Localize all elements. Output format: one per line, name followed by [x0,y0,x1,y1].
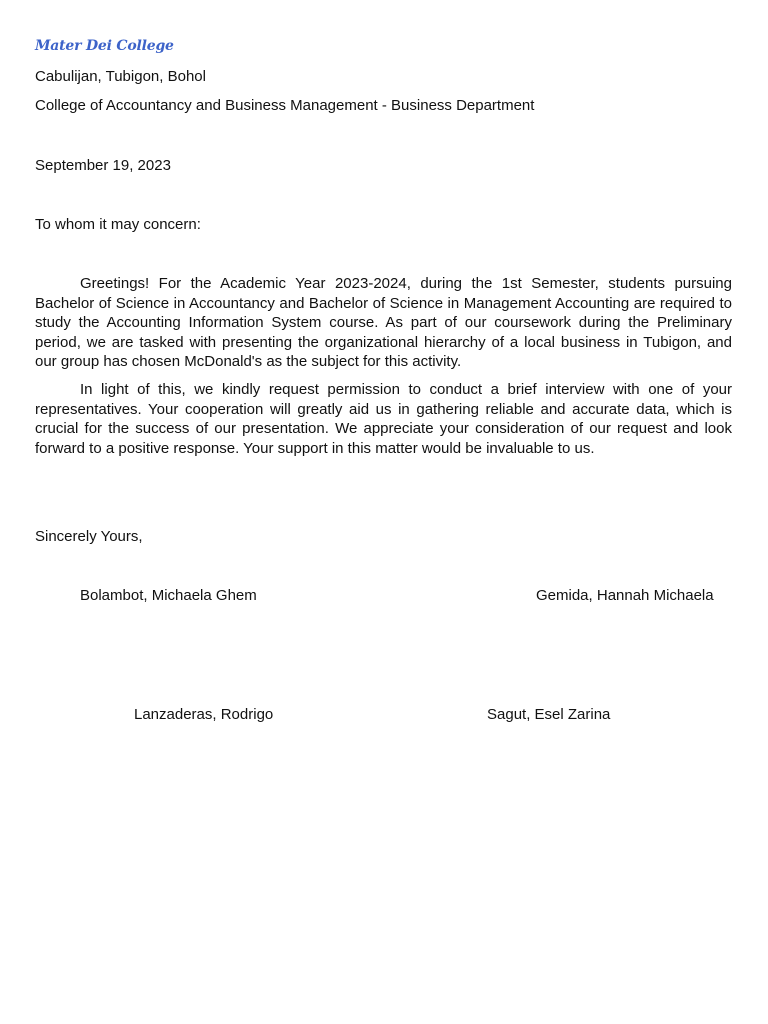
signatory-name: Bolambot, Michaela Ghem [80,587,257,604]
letter-date: September 19, 2023 [35,157,171,174]
body-paragraph-1: Greetings! For the Academic Year 2023-2024, during the 1st Semester, students pursuing Bachelor of Science in Accountancy and Bachelor of Science in Management Accounting are required to study the Accounting Information System course. As part of our coursework during the Preliminary period, we are tasked with presenting the organizational hierarchy of a local business in Tubigon, and our group has chosen McDonald's as the subject for this activity. [35,275,732,370]
college-name: Mater Dei College [35,38,174,54]
signatory-name: Sagut, Esel Zarina [487,706,611,723]
signatory-name: Gemida, Hannah Michaela [536,587,714,604]
college-address: Cabulijan, Tubigon, Bohol [35,68,206,85]
salutation: To whom it may concern: [35,216,201,233]
signatory-name: Lanzaderas, Rodrigo [134,706,274,723]
closing: Sincerely Yours, [35,528,143,545]
department-line: College of Accountancy and Business Management - Business Department [35,97,535,114]
body-paragraph-2: In light of this, we kindly request permission to conduct a brief interview with one of your representatives. Your cooperation will greatly aid us in gathering reliable and accurate data, which is crucial for the success of our presentation. We appreciate your consideration of our request and look forward to a positive response. Your support in this matter would be invaluable to us. [35,381,732,457]
